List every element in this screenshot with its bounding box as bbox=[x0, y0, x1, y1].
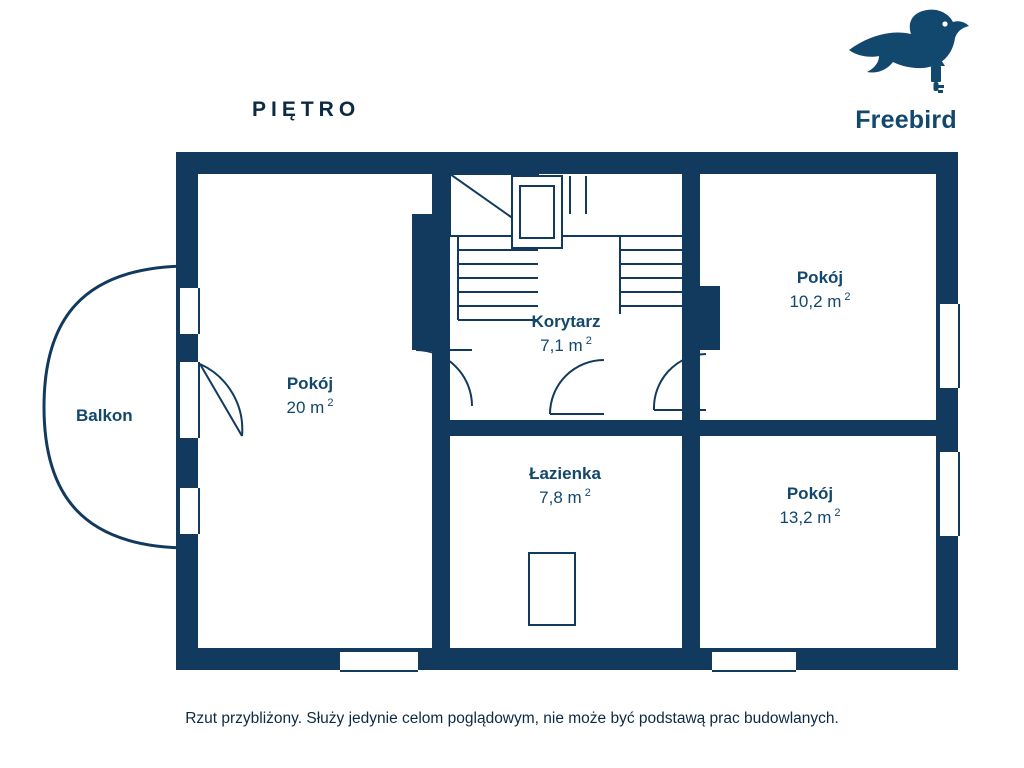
window-right-upper bbox=[938, 304, 960, 388]
wall-nib-corridor-right-upper bbox=[698, 286, 720, 350]
room-name-lazienka: Łazienka bbox=[529, 464, 601, 483]
brand-logo bbox=[836, 8, 976, 138]
wall-exterior-bottom bbox=[176, 648, 958, 670]
brand-name: Freebird bbox=[855, 106, 957, 134]
balcony-door-left bbox=[178, 362, 200, 438]
disclaimer-text: Rzut przybliżony. Służy jedynie celom poglądowym, nie może być podstawą prac budowlanych. bbox=[185, 710, 839, 727]
door-swing-icon-bathroom bbox=[548, 358, 608, 418]
room-area-pokoj-13-2: 13,2 m $^2$ bbox=[779, 507, 841, 528]
room-label-balkon bbox=[76, 406, 133, 426]
wall-interior-bathroom-top bbox=[432, 420, 700, 436]
window-left-lower bbox=[178, 488, 200, 534]
room-name-balkon: Balkon bbox=[76, 406, 133, 425]
window-bottom-right bbox=[712, 650, 796, 672]
wall-exterior-right bbox=[936, 152, 958, 670]
wall-interior-left-vertical bbox=[432, 174, 450, 648]
stairs-icon bbox=[450, 174, 682, 322]
room-label-pokoj-10-2 bbox=[740, 266, 900, 314]
room-name-pokoj-20: Pokój bbox=[286, 374, 334, 393]
room-area-pokoj-10-2: 10,2 m $^2$ bbox=[789, 291, 851, 312]
window-right-lower bbox=[938, 452, 960, 536]
window-left-upper bbox=[178, 288, 200, 334]
room-name-pokoj-13-2: Pokój bbox=[786, 484, 834, 503]
door-swing-icon-left-room bbox=[414, 348, 478, 408]
page-title: PIĘTRO bbox=[252, 98, 361, 121]
room-area-lazienka: 7,8 m $^2$ bbox=[539, 487, 591, 508]
wall-exterior-top bbox=[176, 152, 958, 174]
room-area-pokoj-20: 20 m $^2$ bbox=[286, 397, 334, 418]
room-label-pokoj-13-2 bbox=[720, 482, 900, 530]
room-label-pokoj-20 bbox=[230, 372, 390, 420]
bathroom-fixture bbox=[528, 552, 576, 626]
bird-icon bbox=[836, 8, 976, 108]
room-area-korytarz: 7,1 m $^2$ bbox=[540, 335, 592, 356]
room-name-korytarz: Korytarz bbox=[531, 312, 601, 331]
wall-interior-right-split bbox=[682, 420, 958, 436]
room-name-pokoj-10-2: Pokój bbox=[796, 268, 844, 287]
door-swing-icon-right-room bbox=[650, 352, 708, 414]
room-label-korytarz bbox=[486, 310, 646, 358]
room-label-lazienka bbox=[470, 462, 660, 510]
wall-nib-corridor-left-upper bbox=[412, 214, 434, 350]
window-bottom-left bbox=[340, 650, 418, 672]
